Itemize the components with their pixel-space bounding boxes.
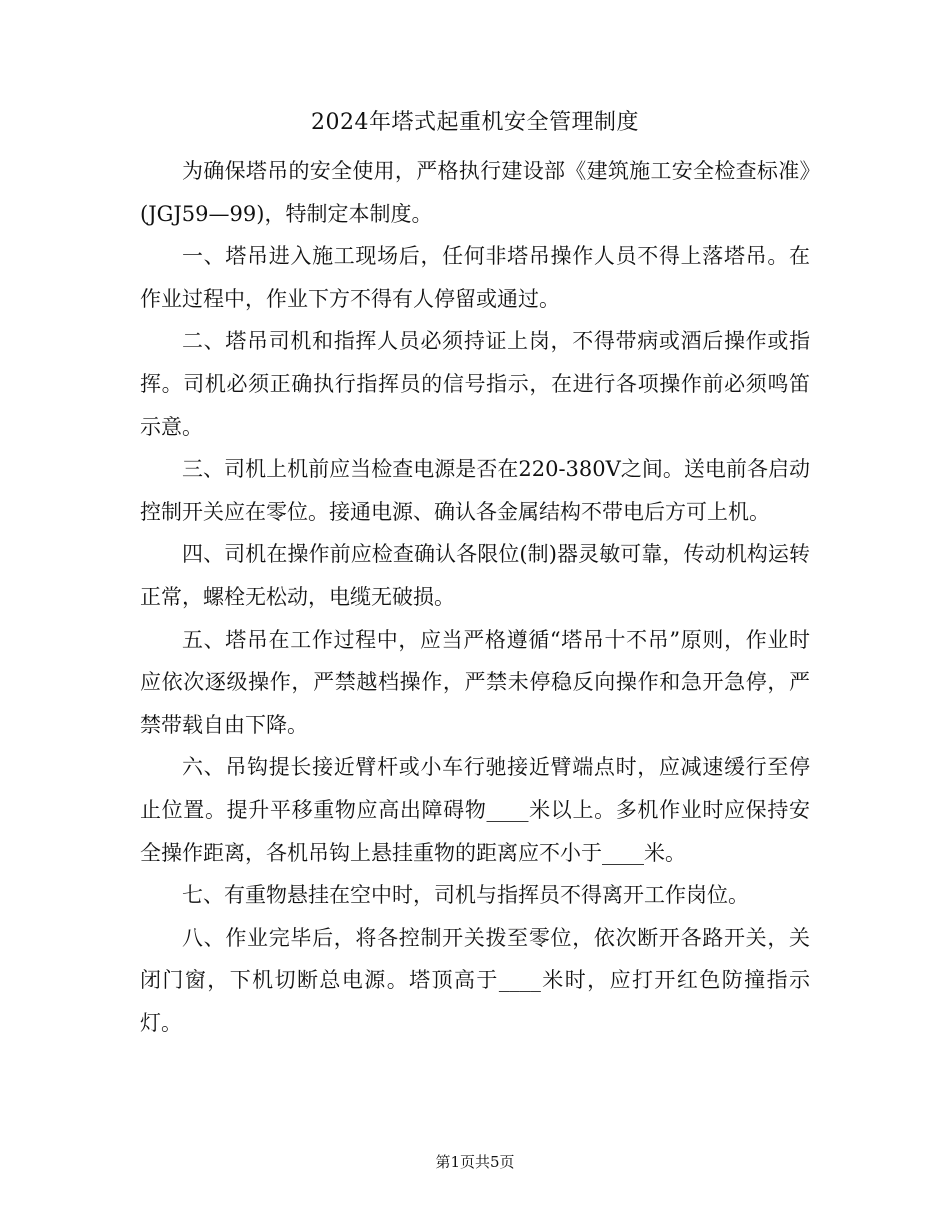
page-footer: 第1页共5页 xyxy=(435,1153,515,1171)
paragraph-2: 二、塔吊司机和指挥人员必须持证上岗，不得带病或酒后操作或指挥。司机必须正确执行指挥员的信号指示，在进行各项操作前必须鸣笛示意。 xyxy=(140,329,810,439)
paragraph-7: 七、有重物悬挂在空中时，司机与指挥员不得离开工作岗位。 xyxy=(182,883,749,908)
paragraph-8: 八、作业完毕后，将各控制开关拨至零位，依次断开各路开关，关闭门窗，下机切断总电源。塔顶高于____米时，应打开红色防撞指示灯。 xyxy=(140,925,810,1035)
paragraph-4: 四、司机在操作前应检查确认各限位(制)器灵敏可靠，传动机构运转正常，螺栓无松动，电缆无破损。 xyxy=(140,542,810,609)
document-title: 2024年塔式起重机安全管理制度 xyxy=(311,110,639,135)
paragraph-3: 三、司机上机前应当检查电源是否在220-380V之间。送电前各启动控制开关应在零位。接通电源、确认各金属结构不带电后方可上机。 xyxy=(140,457,810,524)
paragraph-1: 一、塔吊进入施工现场后，任何非塔吊操作人员不得上落塔吊。在作业过程中，作业下方不得有人停留或通过。 xyxy=(140,244,810,311)
paragraph-intro: 为确保塔吊的安全使用，严格执行建设部《建筑施工安全检查标准》(JGJ59—99)，特制定本制度。 xyxy=(140,159,810,226)
paragraph-5: 五、塔吊在工作过程中，应当严格遵循“塔吊十不吊”原则，作业时应依次逐级操作，严禁越档操作，严禁未停稳反向操作和急开急停，严禁带载自由下降。 xyxy=(140,627,810,737)
paragraph-6: 六、吊钩提长接近臂杆或小车行驰接近臂端点时，应减速缓行至停止位置。提升平移重物应高出障碍物____米以上。多机作业时应保持安全操作距离，各机吊钩上悬挂重物的距离应不小于____米。 xyxy=(140,755,810,865)
document-body xyxy=(140,150,810,1044)
